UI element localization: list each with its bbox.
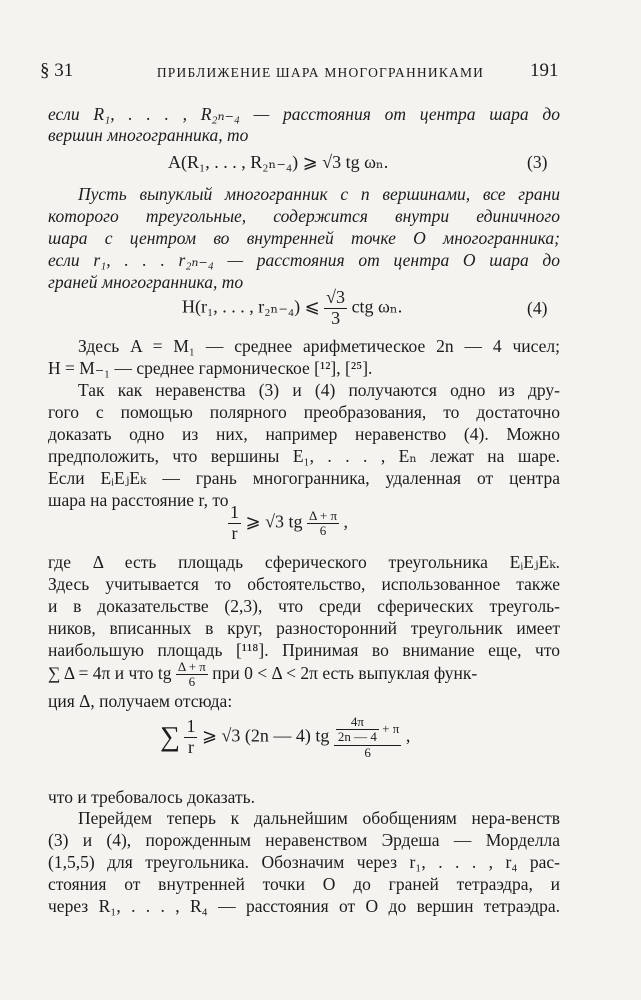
eq5-lhs-denominator: r — [231, 522, 238, 543]
eq5-lhs-fraction — [228, 503, 241, 544]
eq6-lhs-fraction — [184, 717, 197, 758]
eq6-numerator — [334, 715, 401, 746]
eq4-fraction — [324, 288, 347, 329]
text-line: шара с центром во внутренней точке O многогранника; — [48, 228, 560, 248]
equation-5 — [228, 503, 348, 544]
eq4-rhs: ctg ωₙ. — [351, 296, 403, 317]
text-line: Здесь A = M₁ — среднее арифметическое 2n — 4 чисел; — [78, 336, 560, 356]
text-line: ция Δ, получаем отсюда: — [48, 691, 233, 711]
text-line: Если EᵢEⱼEₖ — грань многогранника, удаленная от центра — [48, 468, 560, 488]
eq5-denominator: 6 — [319, 522, 327, 538]
text-line: предположить, что вершины E₁, . . . , Eₙ лежат на шаре. — [48, 446, 560, 466]
eq6-middle: ⩾ √3 (2n — 4) tg — [201, 725, 330, 746]
eq5-middle: ⩾ √3 tg — [245, 511, 303, 532]
text-line: Перейдем теперь к дальнейшим обобщениям нера-венств — [78, 808, 560, 828]
eq5-fraction — [307, 509, 339, 539]
equation-number: (3) — [527, 152, 548, 172]
running-title: ПРИБЛИЖЕНИЕ ШАРА МНОГОГРАННИКАМИ — [156, 65, 485, 80]
eq6-end: , — [405, 725, 411, 746]
l21-denominator: 6 — [188, 674, 196, 690]
eq4-lhs: H(r₁, . . . , r₂ₙ₋₄) ⩽ — [182, 296, 320, 317]
eq6-lhs-numerator: 1 — [186, 716, 196, 737]
eq4-numerator: √3 — [326, 287, 346, 307]
text-line: если R₁, . . . , R₂ₙ₋₄ — расстояния от центра шара до — [48, 104, 560, 124]
text-line: Так как неравенства (3) и (4) получаются одно из дру- — [78, 380, 560, 400]
eq6-lhs-denominator: r — [187, 736, 194, 757]
text-line: шара на расстояние r, то — [48, 490, 229, 510]
eq6-inner-numerator: 4π — [336, 715, 379, 730]
text-line: через R₁, . . . , R₄ — расстояния от O до вершин тетраэдра. — [48, 896, 560, 916]
text-line: ников, вписанных в круг, разносторонний треугольник имеет — [48, 618, 560, 638]
text-line: наибольшую площадь [¹¹⁸]. Принимая во внимание еще, что — [48, 640, 560, 660]
eq6-plus-pi: + π — [382, 720, 400, 736]
equation-4 — [182, 288, 402, 329]
text-line: доказать одно из них, например неравенство (4). Можно — [48, 424, 560, 444]
eq5-numerator: Δ + π — [308, 507, 338, 523]
l21-numerator: Δ + π — [177, 659, 206, 674]
text-line: и в доказательстве (2,3), что среди сферических треуголь- — [48, 596, 560, 616]
eq5-end: , — [343, 511, 349, 532]
l21-end: при 0 < Δ < 2π есть выпуклая функ- — [212, 662, 478, 683]
eq6-inner-fraction — [336, 715, 379, 745]
l21-start: ∑ Δ = 4π и что tg — [48, 662, 172, 683]
sum-symbol: ∑ — [160, 721, 180, 753]
text-line: (1,5,5) для треугольника. Обозначим через r₁, . . . , r₄ рас- — [48, 852, 560, 872]
equation-number: (4) — [527, 298, 548, 318]
eq4-denominator: 3 — [331, 307, 341, 328]
text-line: которого треугольные, содержится внутри единичного — [48, 206, 560, 226]
eq5-lhs-numerator: 1 — [230, 502, 239, 522]
text-line: вершин многогранника, то — [48, 125, 249, 145]
text-line: Пусть выпуклый многогранник с n вершинами, все грани — [78, 184, 560, 204]
page-number: 191 — [530, 60, 559, 81]
text-line: если r₁, . . . r₂ₙ₋₄ — расстояния от центра O шара до — [48, 250, 560, 270]
text-line: гого с помощью полярного преобразования, то достаточно — [48, 402, 560, 422]
section-number: § 31 — [40, 60, 74, 81]
text-line: где Δ есть площадь сферического треугольника EᵢEⱼEₖ. — [48, 552, 560, 572]
eq6-fraction — [334, 715, 401, 760]
text-line: Здесь учитывается то обстоятельство, использованное также — [48, 574, 560, 594]
text-line: стояния от внутренней точки O до граней тетраэдра, и — [48, 874, 560, 894]
eq6-denominator: 6 — [364, 744, 371, 760]
text-line: граней многогранника, то — [48, 272, 244, 292]
l21-fraction — [176, 660, 208, 690]
text-line — [48, 660, 560, 690]
eq6-inner-denominator: 2n — 4 — [337, 729, 377, 745]
equation-3: A(R₁, . . . , R₂ₙ₋₄) ⩾ √3 tg ωₙ. — [168, 152, 389, 172]
equation-6 — [160, 715, 410, 760]
text-line: (3) и (4), порожденным неравенством Эрдеша — Морделла — [48, 830, 560, 850]
text-line: H = M₋₁ — среднее гармоническое [¹²], [²⁵]. — [48, 358, 373, 378]
text-line: что и требовалось доказать. — [48, 787, 256, 807]
